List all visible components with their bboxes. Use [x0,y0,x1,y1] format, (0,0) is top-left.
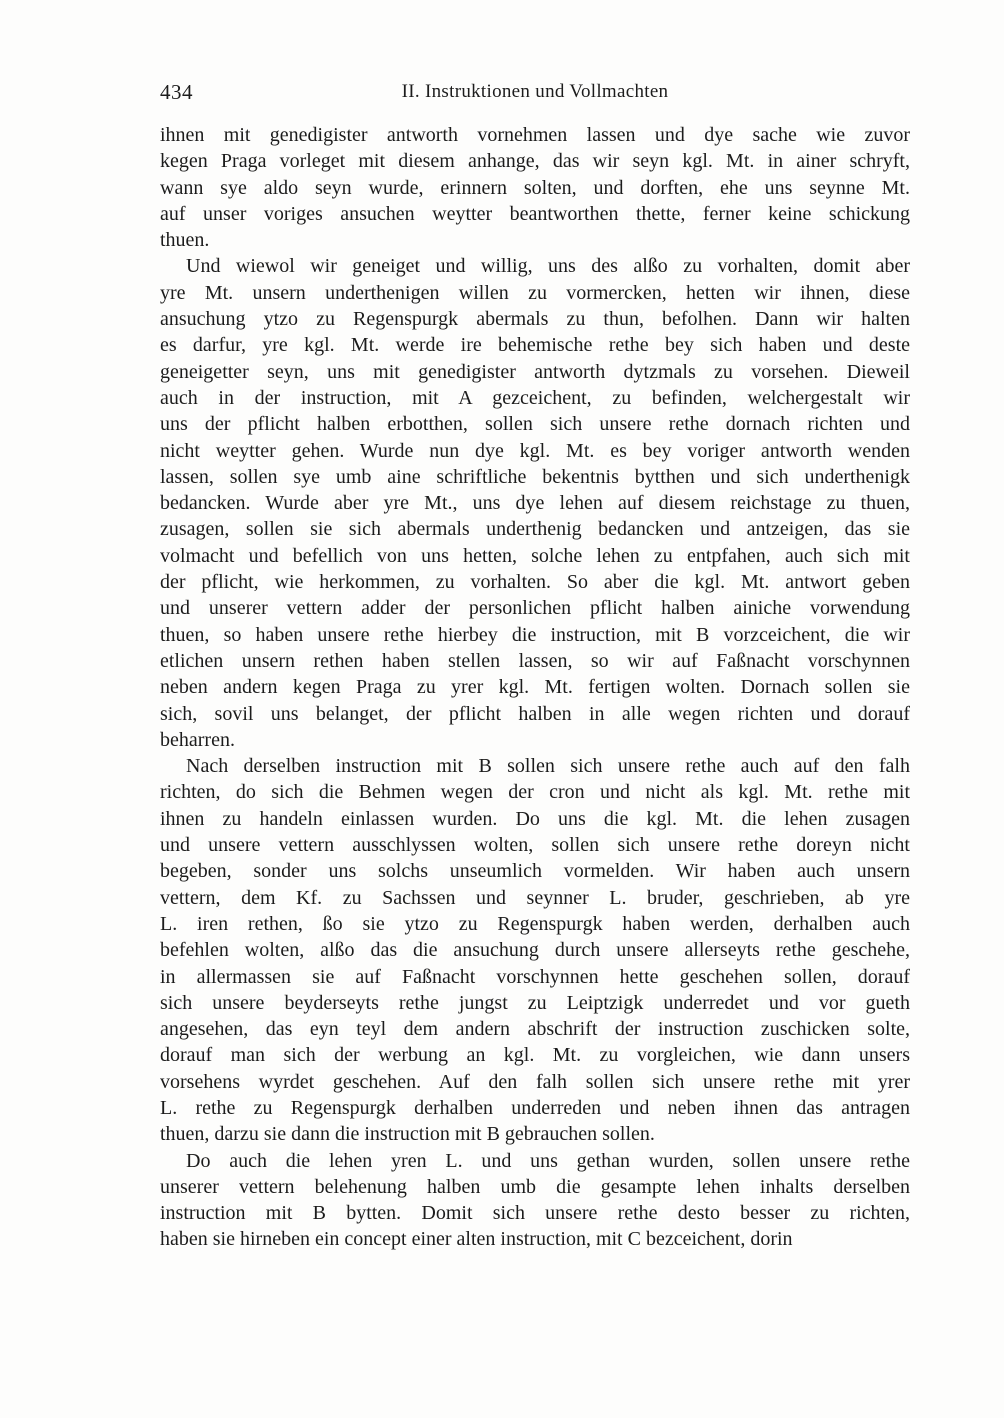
text-line: zusagen, sollen sie sich abermals underthenig bedancken und antzeigen, das sie [160,518,910,541]
page-number: 434 [160,80,193,104]
text-line: vorsehens wyrdet geschehen. Auf den falh sollen sich unsere rethe mit yrer [160,1070,910,1093]
text-line: Do auch die lehen yren L. und uns gethan wurden, sollen unsere rethe [186,1149,910,1172]
paragraph [160,253,910,753]
text-line: wann sye aldo seyn wurde, erinnern solten, und dorften, ehe uns seynne Mt. [160,176,910,199]
text-line: und unserer vettern adder der personlichen pflicht halben ainiche vorwendung [160,597,910,620]
text-line: haben sie hirneben ein concept einer alten instruction, mit C bezceichent, dorin [160,1228,793,1251]
text-line: thuen, so haben unsere rethe hierbey die instruction, mit B vorzceichent, die wir [160,623,910,646]
text-line: vettern, dem Kf. zu Sachssen und seynner L. bruder, geschrieben, ab yre [160,886,910,909]
text-line: yre Mt. unsern underthenigen willen zu vormercken, hetten wir ihnen, diese [160,281,910,304]
text-line: und unsere vettern ausschlyssen wolten, sollen sich unsere rethe doreyn nicht [160,834,910,857]
text-line: in allermassen sie auf Faßnacht vorschynnen hette geschehen sollen, dorauf [160,965,910,988]
text-line: lassen, sollen sye umb aine schriftliche bekentnis bytthen und sich underthenigk [160,465,910,488]
text-line: auch in der instruction, mit A gezceichent, zu befinden, welchergestalt wir [160,386,910,409]
paragraph [160,1148,910,1253]
text-line: kegen Praga vorleget mit diesem anhange, das wir seyn kgl. Mt. in ainer schryft, [160,150,910,173]
text-line: der pflicht, wie herkommen, zu vorhalten. So aber die kgl. Mt. antwort geben [160,571,910,594]
text-line: unserer vettern belehenung halben umb die gesampte lehen inhalts derselben [160,1175,910,1198]
text-line: thuen, darzu sie dann die instruction mit B gebrauchen sollen. [160,1123,655,1146]
text-line: es darfur, yre kgl. Mt. werde ire behemische rethe bey sich haben und deste [160,334,910,357]
running-header-title: II. Instruktionen und Vollmachten [401,81,669,102]
text-line: geneigetter seyn, uns mit genedigister antworth dytzmals zu vorsehen. Dieweil [160,360,910,383]
text-line: dorauf man sich der werbung an kgl. Mt. zu vorgleichen, wie dann unsers [160,1044,910,1067]
text-line: L. iren rethen, ßo sie ytzo zu Regenspurgk haben werden, derhalben auch [160,912,910,935]
paragraph [160,753,910,1147]
text-line: beharren. [160,728,235,751]
text-line: volmacht und befellich von uns hetten, solche lehen zu entpfahen, auch sich mit [160,544,910,567]
running-head [160,79,910,105]
text-line: L. rethe zu Regenspurgk derhalben underreden und neben ihnen das antragen [160,1096,910,1119]
paragraph [160,122,910,253]
text-line: Und wiewol wir geneiget und willig, uns des alßo zu vorhalten, domit aber [186,255,910,278]
text-line: uns der pflicht halben erbotthen, sollen sich unsere rethe dornach richten und [160,413,910,436]
text-line: sich unsere beyderseyts rethe jungst zu Leiptzigk underredet und vor gueth [160,991,910,1014]
text-block [160,122,910,1253]
text-line: ihnen zu handeln einlassen wurden. Do uns die kgl. Mt. die lehen zusagen [160,807,910,830]
text-line: richten, do sich die Behmen wegen der cron und nicht als kgl. Mt. rethe mit [160,781,910,804]
text-line: sich, sovil uns belanget, der pflicht halben in alle wegen richten und dorauf [160,702,910,725]
text-line: thuen. [160,229,210,252]
text-line: angesehen, das eyn teyl dem andern abschrift der instruction zuschicken solte, [160,1018,910,1041]
text-line: bedancken. Wurde aber yre Mt., uns dye lehen auf diesem reichstage zu thuen, [160,492,910,515]
text-line: instruction mit B bytten. Domit sich unsere rethe desto besser zu richten, [160,1202,910,1225]
text-line: ansuchung ytzo zu Regenspurgk abermals zu thun, befolhen. Dann wir halten [160,308,910,331]
text-line: auf unser voriges ansuchen weytter beantworthen thette, ferner keine schickung [160,202,910,225]
text-line: Nach derselben instruction mit B sollen sich unsere rethe auch auf den falh [186,755,910,778]
text-line: befehlen wolten, alßo das die ansuchung durch unsere allerseyts rethe geschehe, [160,939,910,962]
text-line: etlichen unsern rethen haben stellen lassen, so wir auf Faßnacht vorschynnen [160,649,910,672]
text-line: ihnen mit genedigister antworth vornehmen lassen und dye sache wie zuvor [160,124,910,146]
text-line: nicht weytter gehen. Wurde nun dye kgl. Mt. es bey voriger antworth wenden [160,439,910,462]
text-line: begeben, sonder uns solchs unseumlich vormelden. Wir haben auch unsern [160,860,910,883]
text-line: neben andern kegen Praga zu yrer kgl. Mt. fertigen wolten. Dornach sollen sie [160,676,910,699]
